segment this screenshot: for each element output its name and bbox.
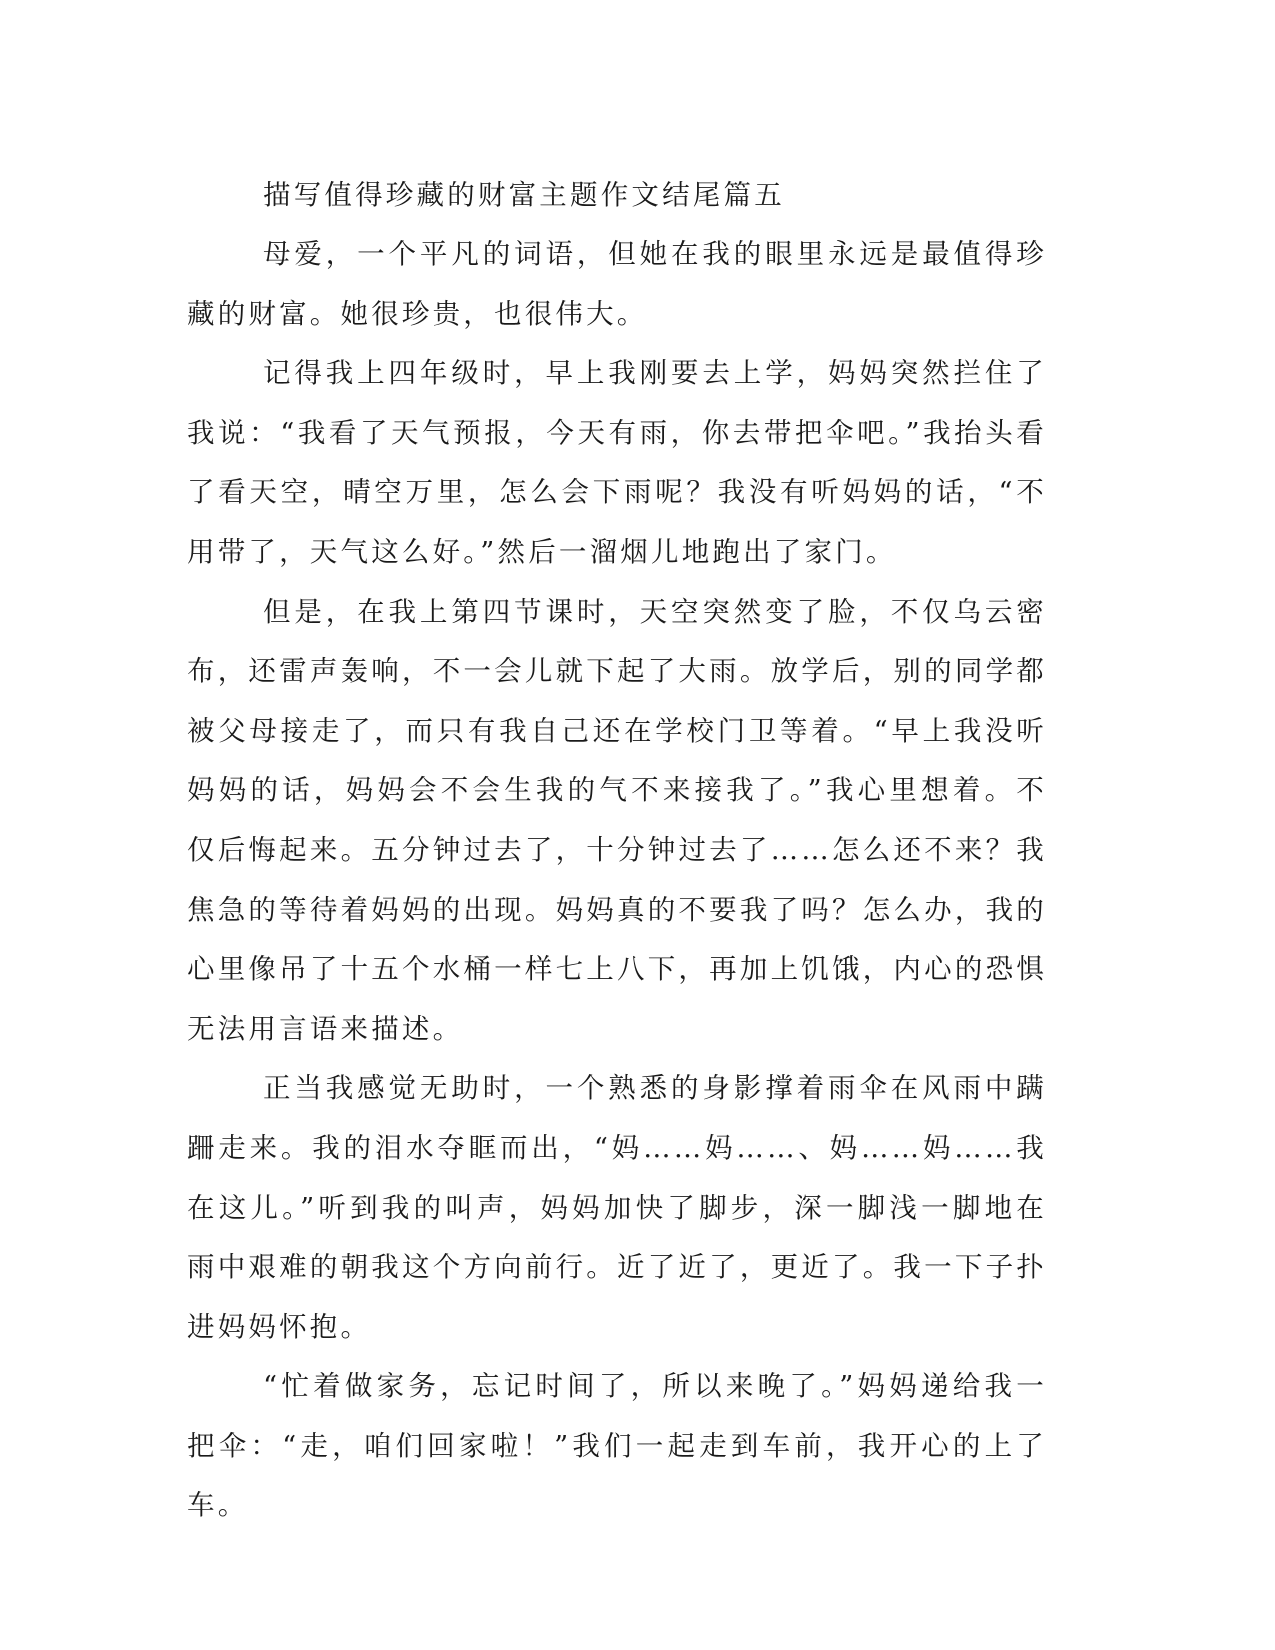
paragraph-5: “忙着做家务，忘记时间了，所以来晚了。”妈妈递给我一把伞：“走，咱们回家啦！”我们一起走到车前，我开心的上了车。: [187, 1370, 1047, 1522]
document-title: 描写值得珍藏的财富主题作文结尾篇五: [263, 179, 785, 211]
paragraph-2: 记得我上四年级时，早上我刚要去上学，妈妈突然拦住了我说：“我看了天气预报，今天有雨，你去带把伞吧。”我抬头看了看天空，晴空万里，怎么会下雨呢？我没有听妈妈的话，“不用带了，天气这么好。”然后一溜烟儿地跑出了家门。: [187, 357, 1048, 568]
paragraph-4: 正当我感觉无助时，一个熟悉的身影撑着雨伞在风雨中蹒跚走来。我的泪水夺眶而出，“妈……妈……、妈……妈……我在这儿。”听到我的叫声，妈妈加快了脚步，深一脚浅一脚地在雨中艰难的朝我这个方向前行。近了近了，更近了。我一下子扑进妈妈怀抱。: [187, 1072, 1047, 1343]
paragraph-3: 但是，在我上第四节课时，天空突然变了脸，不仅乌云密布，还雷声轰响，不一会儿就下起了大雨。放学后，别的同学都被父母接走了，而只有我自己还在学校门卫等着。“早上我没听妈妈的话，妈妈会不会生我的气不来接我了。”我心里想着。不仅后悔起来。五分钟过去了，十分钟过去了……怎么还不来？我焦急的等待着妈妈的出现。妈妈真的不要我了吗？怎么办，我的心里像吊了十五个水桶一样七上八下，再加上饥饿，内心的恐惧无法用言语来描述。: [187, 595, 1047, 1045]
document-body: [187, 165, 1047, 1536]
paragraph-1: 母爱，一个平凡的词语，但她在我的眼里永远是最值得珍藏的财富。她很珍贵，也很伟大。: [187, 238, 1047, 330]
